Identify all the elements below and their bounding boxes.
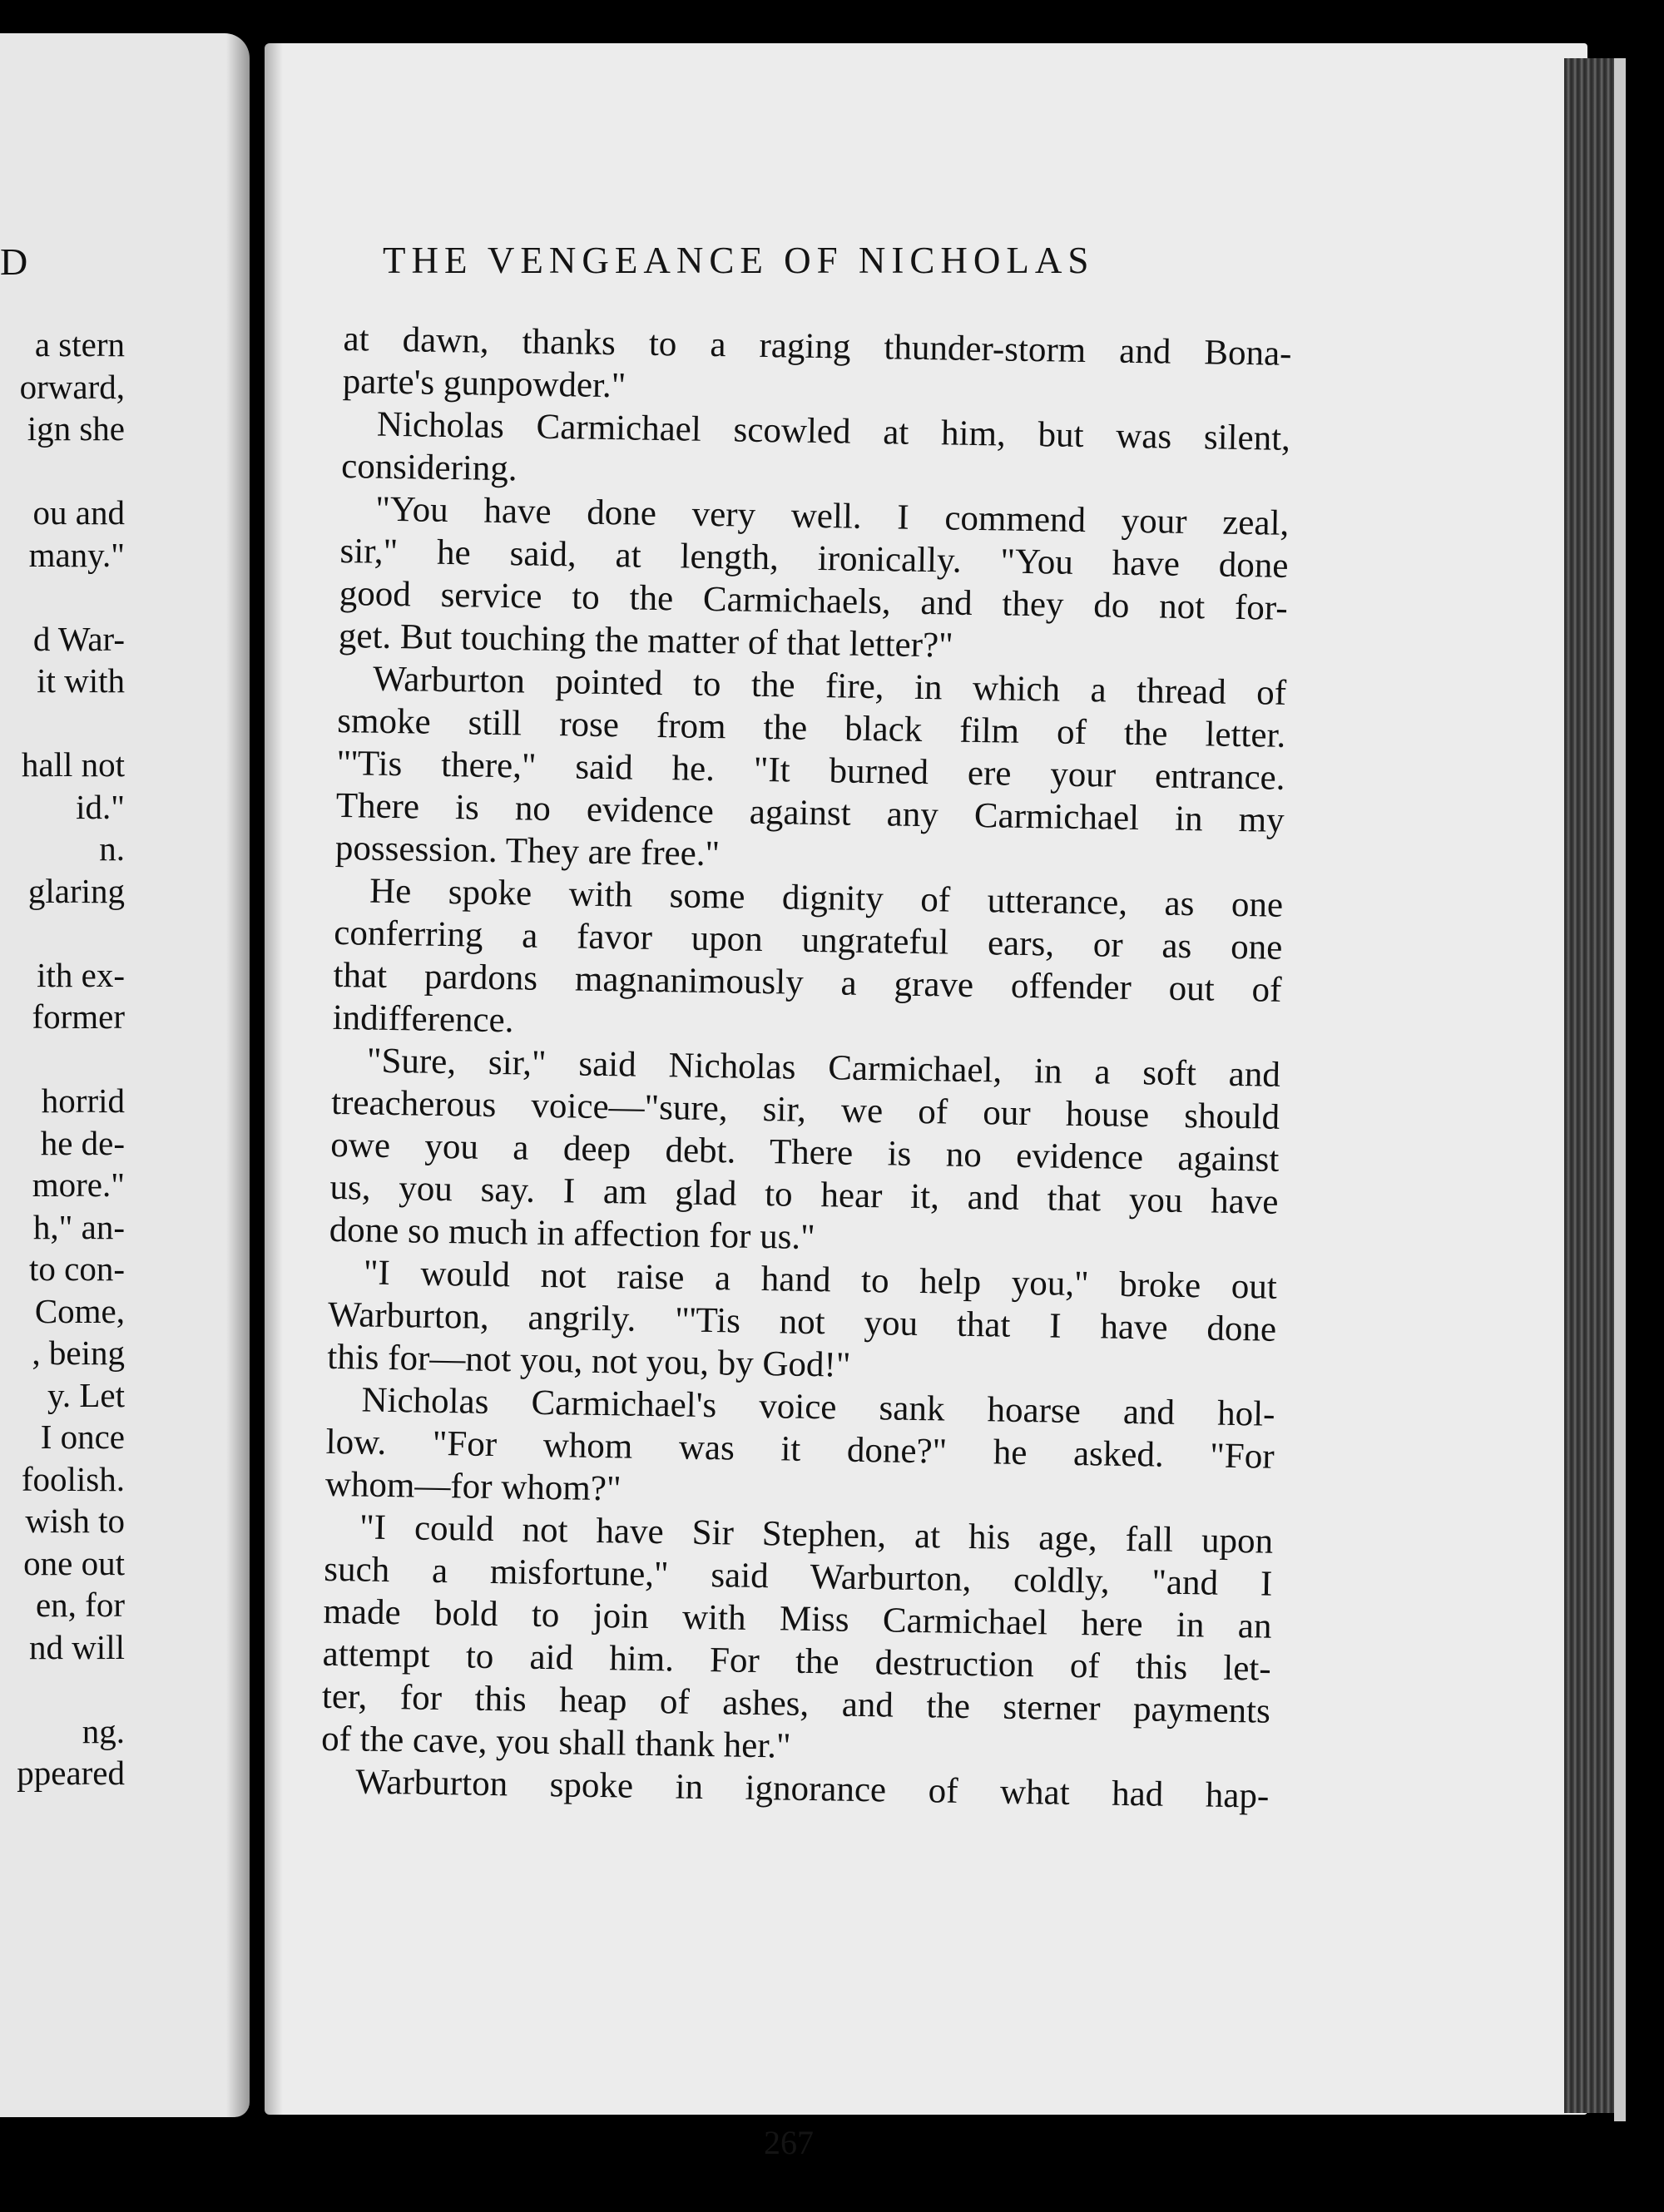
body-text-line: low. "For whom was it done?" he asked. "For	[325, 1422, 1275, 1477]
left-page-line-fragment: orward,	[19, 367, 125, 406]
left-page-line-fragment: hall not	[21, 745, 125, 784]
left-page-line-fragment: id."	[76, 787, 125, 826]
left-page-line-fragment: to con-	[29, 1250, 125, 1288]
left-page-line-fragment: h," an-	[32, 1207, 125, 1246]
left-page-line-fragment: n.	[99, 829, 125, 868]
body-text-line: "You have done very well. I commend your zeal,	[375, 489, 1290, 543]
left-page-line-fragment: horrid	[41, 1081, 125, 1120]
left-page-line-fragment: ign she	[27, 409, 125, 448]
left-page-line-fragment: he de-	[40, 1123, 125, 1162]
body-text-line: "'Tis there," said he. "It burned ere your entrance.	[336, 743, 1285, 798]
body-text-line: whom—for whom?"	[324, 1464, 622, 1509]
body-text-line: smoke still rose from the black film of the letter.	[337, 700, 1286, 755]
left-page-fragment	[0, 33, 250, 2117]
body-text-line: get. But touching the matter of that letter?"	[338, 616, 954, 666]
left-page-line-fragment: d War-	[32, 619, 125, 658]
body-text-line: indifference.	[332, 997, 514, 1041]
gutter-shadow	[226, 33, 250, 2117]
running-head: THE VENGEANCE OF NICHOLAS	[383, 240, 1095, 281]
body-text-line: this for—not you, not you, by God!"	[327, 1337, 851, 1385]
body-text-line: "I could not have Sir Stephen, at his age, fall upon	[359, 1507, 1274, 1561]
body-text-line: parte's gunpowder."	[342, 361, 626, 406]
left-page-line-fragment: it with	[37, 661, 125, 700]
body-text-line: of the cave, you shall thank her."	[320, 1719, 791, 1766]
body-text-line: Warburton spoke in ignorance of what had hap-	[354, 1762, 1270, 1816]
left-page-line-fragment: more."	[32, 1165, 125, 1204]
body-text-line: good service to the Carmichaels, and they do not for-	[339, 573, 1289, 628]
body-text	[320, 318, 1292, 1818]
left-page-line-fragment: ng.	[82, 1711, 125, 1750]
body-text-line: ter, for this heap of ashes, and the sterner payments	[321, 1676, 1271, 1731]
right-page	[265, 43, 1587, 2161]
body-text-line: There is no evidence against any Carmichael in my	[335, 785, 1285, 840]
body-text-line: Nicholas Carmichael's voice sank hoarse and hol-	[361, 1380, 1275, 1434]
left-running-head-fragment: D	[0, 240, 32, 283]
left-page-line-fragment: glaring	[27, 871, 125, 910]
left-page-line-fragment: one out	[23, 1543, 125, 1582]
body-text-line: us, you say. I am glad to hear it, and that you have	[329, 1167, 1279, 1222]
body-text-line: possession. They are free."	[334, 828, 721, 874]
body-text-line: Warburton pointed to the fire, in which a thread of	[372, 659, 1287, 713]
body-text-line: at dawn, thanks to a raging thunder-storm and Bona-	[343, 319, 1292, 374]
body-text-line: considering.	[340, 446, 518, 489]
body-text-line: owe you a deep debt. There is no evidence against	[330, 1125, 1280, 1180]
left-page-line-fragment: foolish.	[21, 1459, 125, 1498]
body-text-line: made bold to join with Miss Carmichael here in an	[323, 1591, 1272, 1646]
body-text-line: "I would not raise a hand to help you," broke out	[363, 1253, 1278, 1307]
left-page-line-fragment: ppeared	[17, 1754, 125, 1792]
body-text-line: "Sure, sir," said Nicholas Carmichael, in a soft and	[366, 1041, 1281, 1095]
left-page-line-fragment: former	[32, 997, 125, 1036]
left-page-line-fragment: many."	[28, 535, 125, 574]
body-text-line: attempt to aid him. For the destruction of this let-	[322, 1634, 1271, 1689]
left-page-line-fragment: Come,	[34, 1291, 125, 1330]
left-page-line-fragment: y. Let	[47, 1375, 125, 1414]
left-page-line-fragment: a stern	[34, 325, 125, 364]
book-edge	[1614, 58, 1626, 2121]
body-text-line: conferring a favor upon ungrateful ears, or as one	[334, 913, 1283, 967]
left-page-line-fragment: , being	[32, 1334, 125, 1372]
left-page-line-fragment: wish to	[25, 1502, 125, 1540]
page-number: 267	[764, 2124, 814, 2161]
body-text-line: Nicholas Carmichael scowled at him, but was silent,	[376, 404, 1291, 458]
left-page-line-fragment: en, for	[35, 1586, 125, 1624]
inner-gutter-shadow	[265, 43, 283, 2115]
page-edges	[1564, 58, 1614, 2113]
body-text-line: Warburton, angrily. "'Tis not you that I have done	[327, 1294, 1277, 1349]
left-page-line-fragment: ith ex-	[37, 955, 125, 994]
left-page-line-fragment: nd will	[28, 1627, 125, 1666]
left-page-line-fragment: ou and	[32, 493, 125, 532]
body-text-line: treacherous voice—"sure, sir, we of our house should	[330, 1082, 1280, 1137]
body-text-line: done so much in affection for us."	[329, 1210, 816, 1258]
body-text-line: such a misfortune," said Warburton, coldly, "and I	[323, 1549, 1273, 1604]
body-text-line: that pardons magnanimously a grave offender out of	[333, 955, 1282, 1010]
body-text-line: sir," he said, at length, ironically. "You have done	[339, 531, 1289, 586]
left-page-line-fragment: I once	[40, 1418, 125, 1456]
body-text-line: He spoke with some dignity of utterance, as one	[369, 871, 1284, 925]
